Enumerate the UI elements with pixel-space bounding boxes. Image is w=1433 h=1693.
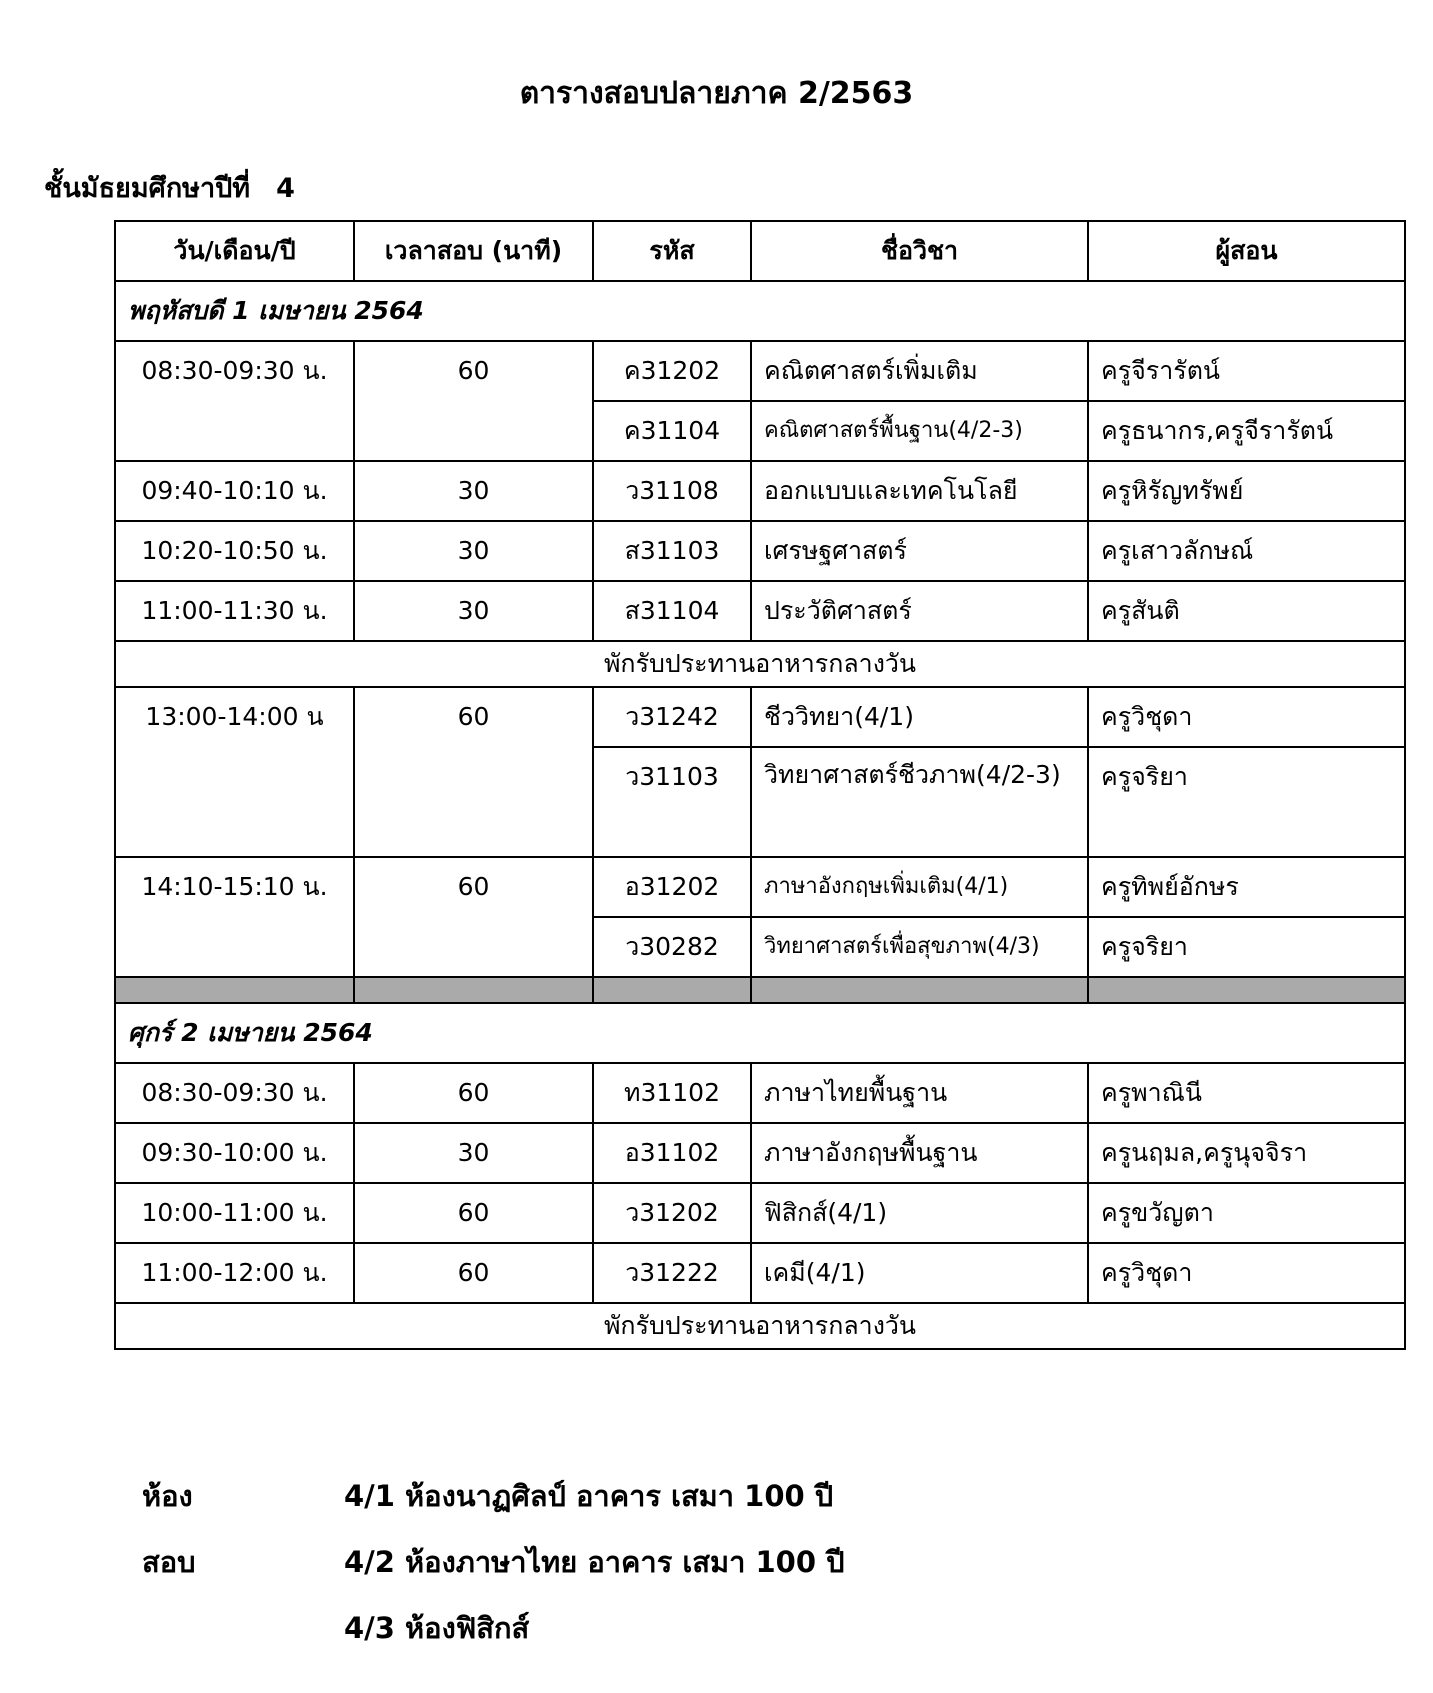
- table-row: [115, 857, 1405, 917]
- exam-room-item: 4/1 ห้องนาฏศิลป์ อาคาร เสมา 100 ปี: [344, 1479, 834, 1513]
- time-cell: 08:30-09:30 น.: [115, 1063, 354, 1123]
- lunch-break-label: พักรับประทานอาหารกลางวัน: [115, 641, 1405, 687]
- separator-cell: [354, 977, 593, 1003]
- teacher-cell: ครูจริยา: [1088, 917, 1405, 977]
- teacher-cell: ครูจริยา: [1088, 747, 1405, 857]
- duration-cell: 60: [354, 341, 593, 461]
- subject-cell: ภาษาอังกฤษพื้นฐาน: [751, 1123, 1088, 1183]
- subject-cell: เศรษฐศาสตร์: [751, 521, 1088, 581]
- subject-cell: ฟิสิกส์(4/1): [751, 1183, 1088, 1243]
- exam-rooms-list: [344, 1463, 1244, 1661]
- code-cell: อ31202: [593, 857, 751, 917]
- time-cell: 10:20-10:50 น.: [115, 521, 354, 581]
- exam-room-item: 4/3 ห้องฟิสิกส์: [344, 1611, 530, 1645]
- separator-cell: [593, 977, 751, 1003]
- teacher-cell: ครูธนากร,ครูจีรารัตน์: [1088, 401, 1405, 461]
- time-cell: 11:00-12:00 น.: [115, 1243, 354, 1303]
- subject-cell: ภาษาอังกฤษเพิ่มเติม(4/1): [751, 857, 1088, 917]
- teacher-cell: ครูจีรารัตน์: [1088, 341, 1405, 401]
- subject-cell: ประวัติศาสตร์: [751, 581, 1088, 641]
- time-cell: 10:00-11:00 น.: [115, 1183, 354, 1243]
- subject-cell: ภาษาไทยพื้นฐาน: [751, 1063, 1088, 1123]
- teacher-cell: ครูพาณินี: [1088, 1063, 1405, 1123]
- teacher-cell: ครูขวัญตา: [1088, 1183, 1405, 1243]
- separator-cell: [1088, 977, 1405, 1003]
- time-cell: 11:00-11:30 น.: [115, 581, 354, 641]
- subject-cell: วิทยาศาสตร์ชีวภาพ(4/2-3): [751, 747, 1088, 857]
- code-cell: ท31102: [593, 1063, 751, 1123]
- grade-number: 4: [276, 173, 295, 204]
- lunch-row: [115, 1303, 1405, 1349]
- code-cell: ว31222: [593, 1243, 751, 1303]
- teacher-cell: ครูสันติ: [1088, 581, 1405, 641]
- day-row: [115, 281, 1405, 341]
- separator-cell: [751, 977, 1088, 1003]
- time-cell: 13:00-14:00 น: [115, 687, 354, 857]
- separator-cell: [115, 977, 354, 1003]
- teacher-cell: ครูนฤมล,ครูนุจจิรา: [1088, 1123, 1405, 1183]
- subject-cell: เคมี(4/1): [751, 1243, 1088, 1303]
- header-row: [115, 221, 1405, 281]
- table-row: [115, 1123, 1405, 1183]
- time-cell: 09:40-10:10 น.: [115, 461, 354, 521]
- code-cell: ว31202: [593, 1183, 751, 1243]
- table-row: [115, 687, 1405, 747]
- time-cell: 14:10-15:10 น.: [115, 857, 354, 977]
- duration-cell: 60: [354, 687, 593, 857]
- exam-schedule-table: [114, 220, 1406, 1350]
- exam-room-item: 4/2 ห้องภาษาไทย อาคาร เสมา 100 ปี: [344, 1545, 845, 1579]
- duration-cell: 30: [354, 461, 593, 521]
- grade-heading: [44, 165, 295, 213]
- header-teacher: ผู้สอน: [1088, 221, 1405, 281]
- code-cell: ว31103: [593, 747, 751, 857]
- subject-cell: คณิตศาสตร์พื้นฐาน(4/2-3): [751, 401, 1088, 461]
- duration-cell: 30: [354, 581, 593, 641]
- subject-cell: วิทยาศาสตร์เพื่อสุขภาพ(4/3): [751, 917, 1088, 977]
- table-row: [115, 521, 1405, 581]
- subject-cell: ชีววิทยา(4/1): [751, 687, 1088, 747]
- code-cell: ว30282: [593, 917, 751, 977]
- code-cell: ส31103: [593, 521, 751, 581]
- duration-cell: 60: [354, 1063, 593, 1123]
- day-label: พฤหัสบดี 1 เมษายน 2564: [115, 281, 1405, 341]
- duration-cell: 60: [354, 857, 593, 977]
- duration-cell: 30: [354, 1123, 593, 1183]
- table-row: [115, 1243, 1405, 1303]
- grade-label: ชั้นมัธยมศึกษาปีที่: [44, 173, 251, 204]
- teacher-cell: ครูเสาวลักษณ์: [1088, 521, 1405, 581]
- teacher-cell: ครูหิรัญทรัพย์: [1088, 461, 1405, 521]
- duration-cell: 60: [354, 1243, 593, 1303]
- time-cell: 09:30-10:00 น.: [115, 1123, 354, 1183]
- subject-cell: คณิตศาสตร์เพิ่มเติม: [751, 341, 1088, 401]
- teacher-cell: ครูวิชุดา: [1088, 687, 1405, 747]
- header-date: วัน/เดือน/ปี: [115, 221, 354, 281]
- teacher-cell: ครูทิพย์อักษร: [1088, 857, 1405, 917]
- header-duration: เวลาสอบ (นาที): [354, 221, 593, 281]
- day-label: ศุกร์ 2 เมษายน 2564: [115, 1003, 1405, 1063]
- duration-cell: 60: [354, 1183, 593, 1243]
- lunch-row: [115, 641, 1405, 687]
- teacher-cell: ครูวิชุดา: [1088, 1243, 1405, 1303]
- table-row: [115, 1063, 1405, 1123]
- page-title: ตารางสอบปลายภาค 2/2563: [519, 76, 914, 111]
- code-cell: ว31242: [593, 687, 751, 747]
- code-cell: ค31104: [593, 401, 751, 461]
- code-cell: ส31104: [593, 581, 751, 641]
- table-row: [115, 461, 1405, 521]
- day-separator-row: [115, 977, 1405, 1003]
- table-row: [115, 1183, 1405, 1243]
- subject-cell: ออกแบบและเทคโนโลยี: [751, 461, 1088, 521]
- table-row: [115, 341, 1405, 401]
- lunch-break-label: พักรับประทานอาหารกลางวัน: [115, 1303, 1405, 1349]
- header-code: รหัส: [593, 221, 751, 281]
- header-subject: ชื่อวิชา: [751, 221, 1088, 281]
- code-cell: อ31102: [593, 1123, 751, 1183]
- code-cell: ว31108: [593, 461, 751, 521]
- duration-cell: 30: [354, 521, 593, 581]
- time-cell: 08:30-09:30 น.: [115, 341, 354, 461]
- day-row: [115, 1003, 1405, 1063]
- exam-rooms-label: ห้องสอบ: [142, 1479, 196, 1579]
- table-row: [115, 581, 1405, 641]
- code-cell: ค31202: [593, 341, 751, 401]
